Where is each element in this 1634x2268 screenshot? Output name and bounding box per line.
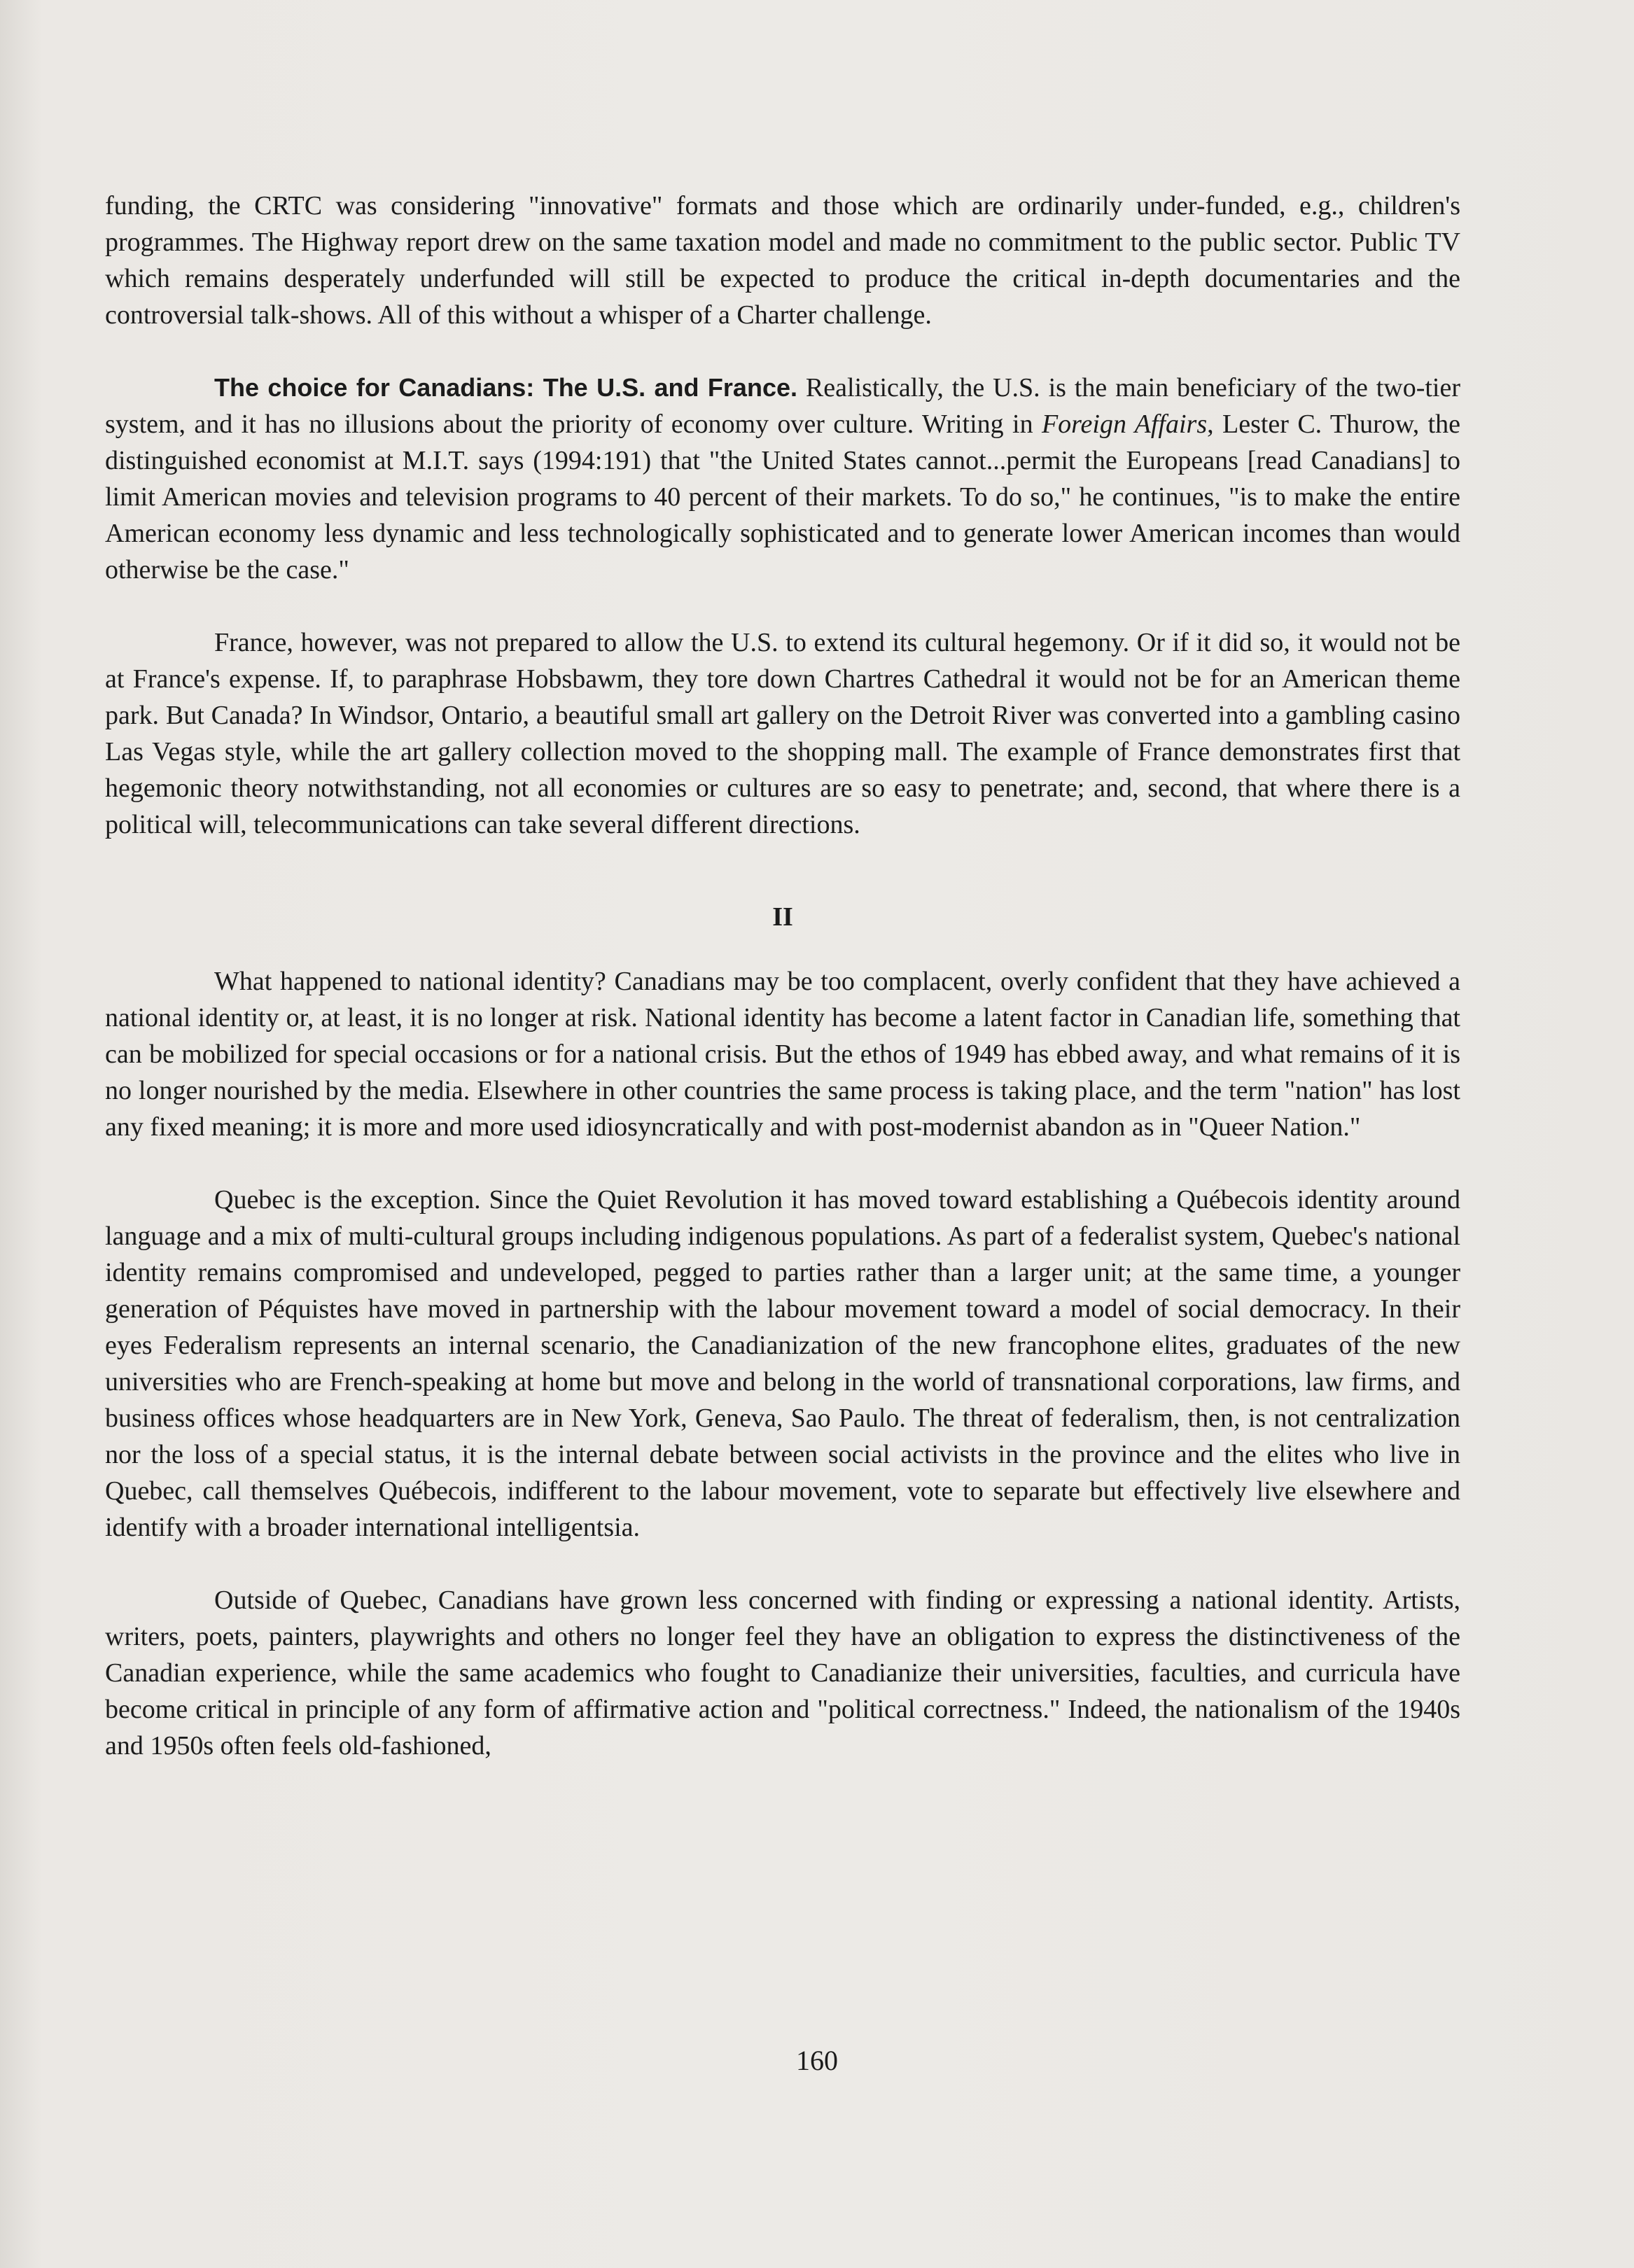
paragraph-outside-quebec xyxy=(105,1582,1460,1764)
italic-title: Foreign Affairs xyxy=(1041,410,1208,439)
paragraph-choice-for-canadians xyxy=(105,370,1460,588)
body-text xyxy=(105,188,1460,1800)
paragraph-text: What happened to national identity? Canadians may be too complacent, overly confident that they have achieved a national identity or, at least, it is no longer at risk. National identity has become a latent factor in Canadian life, something that can be mobilized for special occasions or for a national crisis. But the ethos of 1949 has ebbed away, and what remains of it is no longer nourished by the media. Elsewhere in other countries the same process is taking place, and the term "nation" has lost any fixed meaning; it is more and more used idiosyncratically and with post-modernist abandon as in "Queer Nation." xyxy=(105,967,1460,1142)
paragraph-france xyxy=(105,624,1460,843)
paragraph-text: Quebec is the exception. Since the Quiet Revolution it has moved toward establishing a Québecois identity around language and a mix of multi-cultural groups including indigenous populations. As part of a federalist system, Quebec's national identity remains compromised and undeveloped, pegged to parties rather than a larger unit; at the same time, a younger generation of Péquistes have moved in partnership with the labour movement toward a model of social democracy. In their eyes Federalism represents an internal scenario, the Canadianization of the new francophone elites, graduates of the new universities who are French-speaking at home but move and belong in the world of transnational corporations, law firms, and business offices whose headquarters are in New York, Geneva, Sao Paulo. The threat of federalism, then, is not centralization nor the loss of a special status, it is the internal debate between social activists in the province and the elites who live in Quebec, call themselves Québecois, indifferent to the labour movement, vote to separate but effectively live elsewhere and identify with a broader international intelligentsia. xyxy=(105,1185,1460,1542)
paragraph-quebec xyxy=(105,1182,1460,1546)
run-in-heading: The choice for Canadians: The U.S. and France. xyxy=(214,373,797,402)
paragraph-national-identity xyxy=(105,963,1460,1145)
paragraph-text: France, however, was not prepared to allow the U.S. to extend its cultural hegemony. Or if it did so, it would not be at France's expense. If, to paraphrase Hobsbawm, they tore down Chartres Cathedral it would not be for an American theme park. But Canada? In Windsor, Ontario, a beautiful small art gallery on the Detroit River was converted into a gambling casino Las Vegas style, while the art gallery collection moved to the shopping mall. The example of France demonstrates first that hegemonic theory notwithstanding, not all economies or cultures are so easy to penetrate; and, second, that where there is a political will, telecommunications can take several different directions. xyxy=(105,628,1460,839)
paragraph-continued xyxy=(105,188,1460,333)
paragraph-text: Outside of Quebec, Canadians have grown less concerned with finding or expressing a national identity. Artists, writers, poets, painters, playwrights and others no longer feel they have an obligation to express the distinctiveness of the Canadian experience, while the same academics who fought to Canadianize their universities, faculties, and curricula have become critical in principle of any form of affirmative action and "political correctness." Indeed, the nationalism of the 1940s and 1950s often feels old-fashioned, xyxy=(105,1586,1460,1760)
section-heading: II xyxy=(772,902,793,932)
paragraph-text: funding, the CRTC was considering "innovative" formats and those which are ordinarily under-funded, e.g., children's programmes. The Highway report drew on the same taxation model and made no commitment to the public sector. Public TV which remains desperately underfunded will still be expected to produce the critical in-depth documentaries and the controversial talk-shows. All of this without a whisper of a Charter challenge. xyxy=(105,191,1460,330)
paragraph-text: Realistically, the U.S. is the main beneficiary of the two-tier system, and it has no illusions about the priority of economy over culture. Writing in xyxy=(105,373,1461,439)
page-number: 160 xyxy=(796,2045,838,2076)
paragraph-text: , Lester C. Thurow, the distinguished economist at M.I.T. says (1994:191) that "the United States cannot...permit the Europeans [read Canadians] to limit American movies and television programs to 40 percent of their markets. To do so," he continues, "is to make the entire American economy less dynamic and less technologically sophisticated and to generate lower American incomes than would otherwise be the case." xyxy=(105,410,1460,584)
